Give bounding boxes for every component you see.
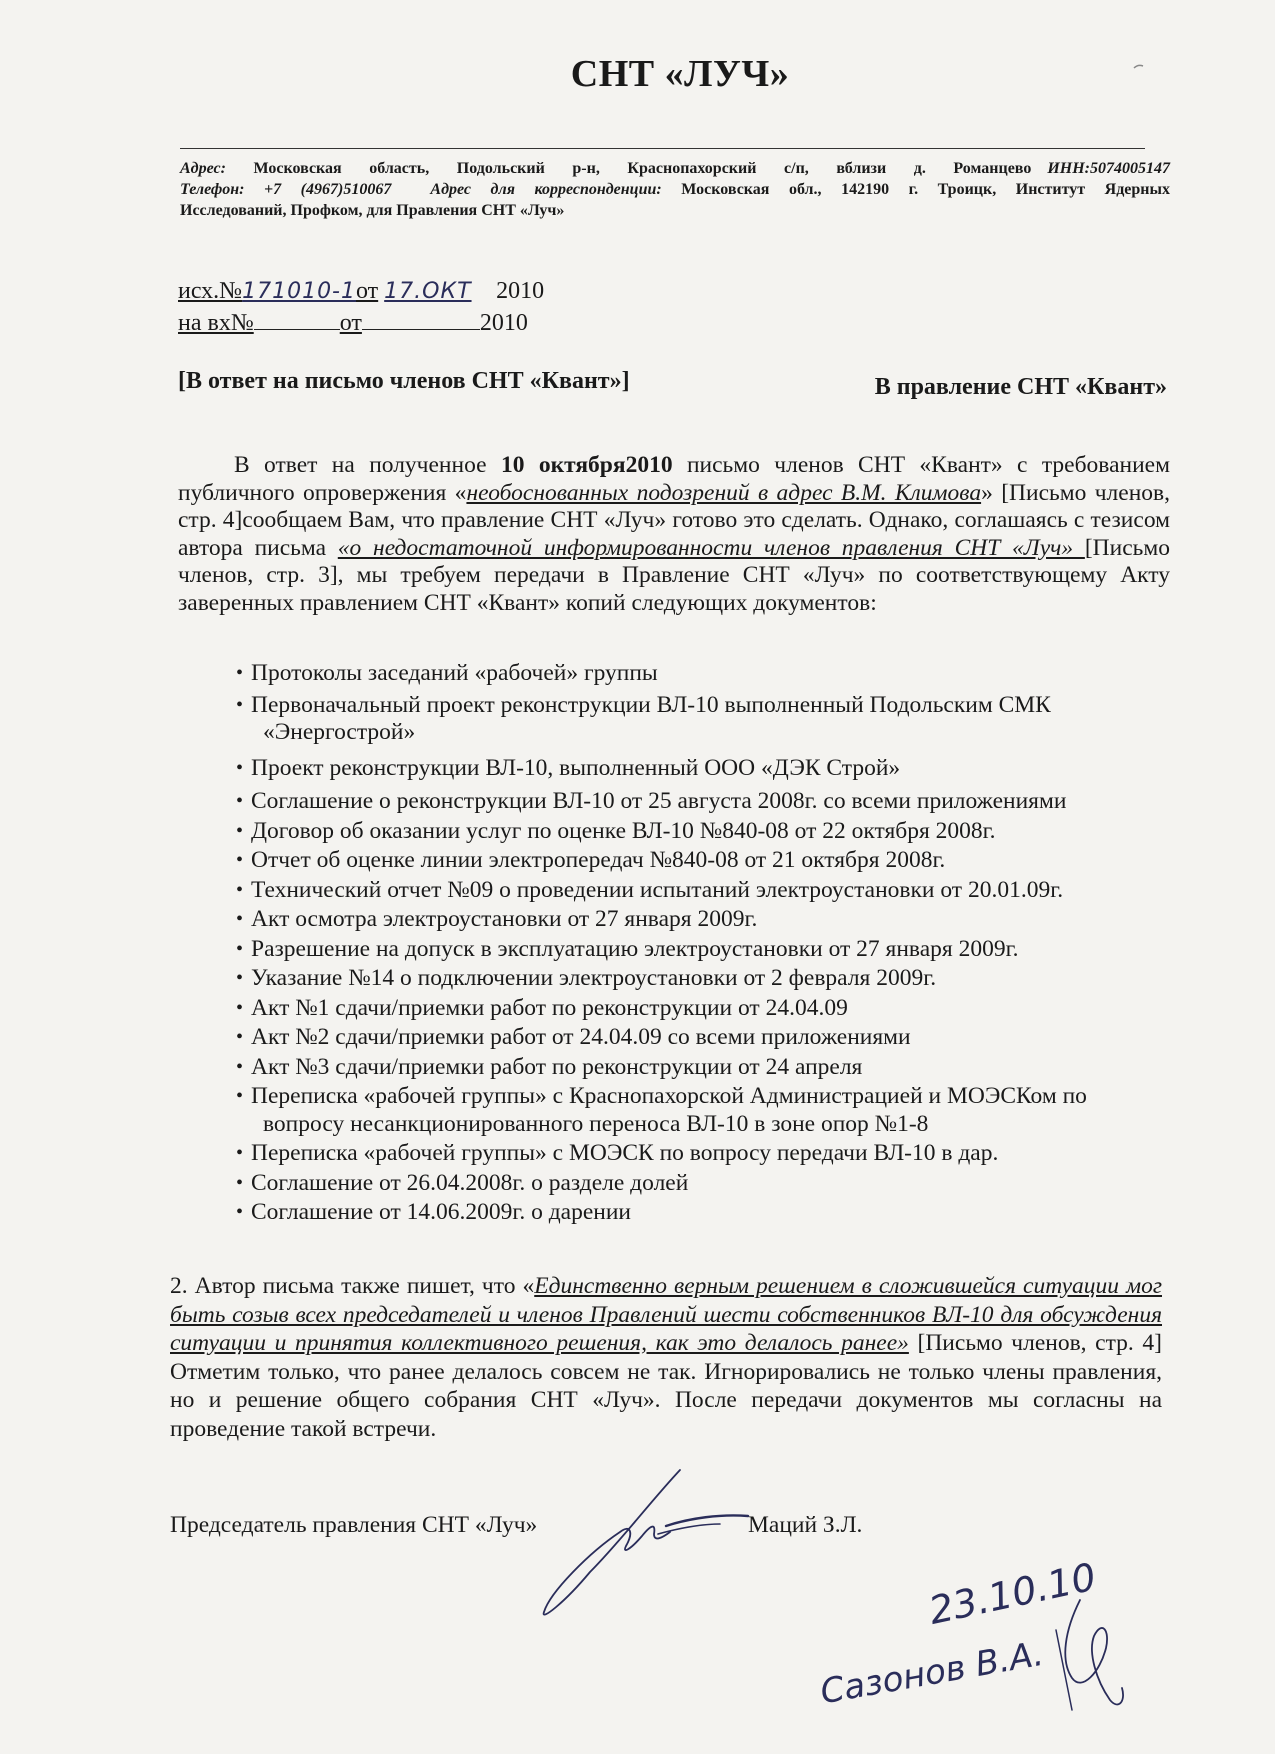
- receipt-handwriting: [810, 1554, 1170, 1730]
- address-label: Адрес:: [180, 160, 226, 177]
- list-item: [236, 1024, 1176, 1052]
- receipt-date: 23.10.10: [925, 1554, 1100, 1633]
- list-item: [236, 847, 1176, 875]
- list-item-continuation: «Энергострой»: [263, 719, 416, 745]
- outgoing-from-label: от: [356, 278, 379, 304]
- list-item-text: Акт осмотра электроустановки от 27 января 2009г.: [251, 906, 758, 932]
- letter-addressee: В правление СНТ «Квант»: [874, 374, 1167, 400]
- incoming-prefix: на вх№: [178, 310, 254, 336]
- letter-subject: [В ответ на письмо членов СНТ «Квант»]: [178, 368, 630, 394]
- p1-text-a: В ответ на полученное: [234, 452, 501, 478]
- address-text: Московская область, Подольский р-н, Краснопахорский с/п, вблизи д. Романцево: [253, 160, 1032, 177]
- p2-text-b: [Письмо членов, стр. 4] Отметим только, что ранее делалось совсем не так. Игнорировались не только члены правления, но и решение общего собрания СНТ «Луч». После передачи документов мы согласны на проведение такой встречи.: [170, 1330, 1162, 1442]
- letterhead-address: [180, 158, 1170, 221]
- list-item: [236, 1054, 1176, 1082]
- incoming-year: 2010: [479, 310, 528, 336]
- list-item: [236, 660, 1176, 688]
- list-item-text: Соглашение от 14.06.2009г. о дарении: [251, 1199, 632, 1225]
- list-item-text: Переписка «рабочей группы» с Краснопахорской Администрацией и МОЭСКом по: [251, 1083, 1087, 1109]
- outgoing-date: 17.ОКТ: [384, 279, 472, 304]
- letter-point-2: [170, 1272, 1162, 1443]
- chairman-signature: [530, 1462, 760, 1632]
- list-item-text: Договор об оказании услуг по оценке ВЛ-10 №840-08 от 22 октября 2008г.: [251, 817, 996, 844]
- list-item-text: Проект реконструкции ВЛ-10, выполненный ООО «ДЭК Строй»: [251, 754, 901, 781]
- list-item-continuation: вопросу несанкционированного переноса ВЛ-10 в зоне опор №1-8: [263, 1110, 929, 1137]
- paragraph-1: [178, 452, 1170, 617]
- list-item: [236, 965, 1176, 993]
- list-item: [236, 788, 1176, 816]
- list-item-text: Разрешение на допуск в эксплуатацию электроустановки от 27 января 2009г.: [251, 935, 1019, 962]
- list-item-text: Технический отчет №09 о проведении испытаний электроустановки от 20.01.09г.: [251, 876, 1064, 903]
- p1-text-d: [Письмо членов, стр. 3], мы требуем передачи в Правление СНТ «Луч» по соответствующему Акту заверенных правлением СНТ «Квант» копий следующих документов:: [178, 534, 1171, 616]
- list-item: [236, 906, 1176, 934]
- p1-text-c: » [Письмо членов, стр. 4]сообщаем Вам, что правление СНТ «Луч» готово это сделать. Однако, соглашаясь с тезисом автора письма: [178, 479, 1170, 561]
- address-line-1: [180, 158, 1170, 179]
- list-item: [236, 877, 1176, 905]
- list-item: [236, 1199, 1176, 1227]
- list-item-text: Протоколы заседаний «рабочей» группы: [251, 660, 658, 686]
- list-item-text: Акт №3 сдачи/приемки работ по реконструкции от 24 апреля: [251, 1053, 863, 1080]
- p1-text-b: письмо членов СНТ «Квант» с требованием публичного опровержения «: [178, 452, 1170, 506]
- outgoing-number: 171010-1: [242, 279, 356, 304]
- header-divider: [180, 148, 1145, 149]
- paragraph-2: [170, 1272, 1162, 1443]
- list-item: [236, 1083, 1176, 1138]
- p1-quote-2: «о недостаточной информированности членов правления СНТ «Луч»: [337, 534, 1085, 561]
- p1-quote-1: необоснованных подозрений в адрес В.М. Климова: [466, 479, 982, 506]
- list-item-text: Акт №2 сдачи/приемки работ от 24.04.09 со всеми приложениями: [251, 1024, 911, 1050]
- list-item: [236, 1170, 1176, 1198]
- organization-title: СНТ «ЛУЧ»: [570, 53, 790, 95]
- outgoing-year: 2010: [496, 278, 545, 304]
- list-item-text: Переписка «рабочей группы» с МОЭСК по вопросу передачи ВЛ-10 в дар.: [251, 1140, 999, 1166]
- list-item: [236, 755, 1176, 783]
- incoming-date-blank: [362, 307, 480, 330]
- outgoing-reference: [178, 276, 544, 307]
- address-line-3: Исследований, Профком, для Правления СНТ «Луч»: [180, 202, 565, 219]
- correspondence-label: Адрес для корреспонденции:: [430, 181, 662, 198]
- paper-speck: [1132, 62, 1146, 72]
- inn-number: ИНН:5074005147: [1047, 160, 1171, 177]
- address-line-2: [180, 179, 1170, 200]
- list-item: [236, 995, 1176, 1023]
- p2-quote: Единственно верным решением в сложившейся ситуации мог быть созыв всех председателей и членов Правлений шести собственников ВЛ-10 для обсуждения ситуации и принятия коллективного решения, как это делалось ранее»: [170, 1273, 1162, 1356]
- signatory-name: Маций З.Л.: [748, 1512, 863, 1538]
- signatory-position: Председатель правления СНТ «Луч»: [170, 1512, 538, 1538]
- list-item-text: Соглашение от 26.04.2008г. о разделе долей: [251, 1169, 689, 1196]
- correspondence-address: Московская обл., 142190 г. Троицк, Институт Ядерных: [681, 181, 1171, 198]
- incoming-from-label: от: [339, 310, 362, 336]
- outgoing-prefix: исх.№: [178, 278, 243, 304]
- letter-body: [178, 452, 1170, 617]
- incoming-reference: [178, 307, 544, 338]
- list-item: [236, 1140, 1176, 1168]
- p1-date: 10 октября2010: [500, 452, 673, 478]
- list-item: [236, 936, 1176, 964]
- list-item-text: Соглашение о реконструкции ВЛ-10 от 25 августа 2008г. со всеми приложениями: [251, 788, 1067, 814]
- list-item: [236, 818, 1176, 846]
- list-item-text: Отчет об оценке линии электропередач №840-08 от 21 октября 2008г.: [251, 847, 946, 873]
- list-item-text: Указание №14 о подключении электроустановки от 2 февраля 2009г.: [251, 965, 937, 991]
- list-item-text: Первоначальный проект реконструкции ВЛ-10 выполненный Подольским СМК: [251, 691, 1051, 718]
- receipt-name: Сазонов В.А.: [817, 1633, 1047, 1713]
- incoming-number-blank: [254, 307, 340, 330]
- list-item: [236, 692, 1176, 747]
- documents-list: [236, 660, 1176, 1227]
- p2-text-a: 2. Автор письма также пишет, что «: [170, 1273, 535, 1299]
- list-item-text: Акт №1 сдачи/приемки работ по реконструкции от 24.04.09: [251, 994, 848, 1021]
- phone-number: Телефон: +7 (4967)510067: [180, 181, 392, 198]
- letter-references: [178, 276, 544, 338]
